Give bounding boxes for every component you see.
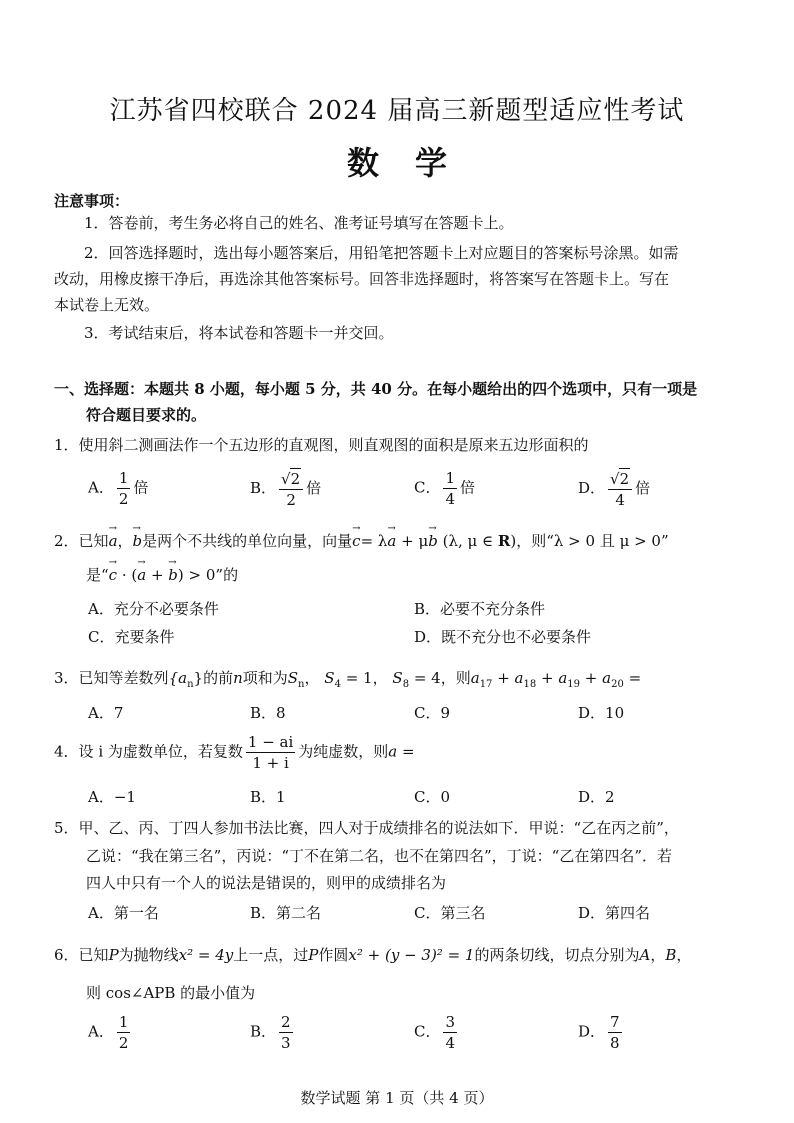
vector-a: → a [137, 562, 146, 588]
q3-text: ， [372, 669, 388, 687]
q2-condition: λ > 0 且 μ > 0 [553, 532, 661, 550]
q4-option-d: D．2 [578, 788, 615, 806]
q3-S8: S [392, 669, 403, 687]
q1-option-c [414, 468, 475, 509]
vector-c: → c [109, 562, 117, 588]
q6-b-numerator: 2 [281, 1013, 291, 1031]
q3-option-c: C．9 [414, 704, 451, 722]
q3-a-term: a [558, 669, 568, 687]
q3-text: 已知等差数列 [78, 669, 169, 687]
q3-seq: {a [168, 669, 188, 687]
q6-option-b-fraction [279, 1012, 293, 1053]
q5-option-a: A．第一名 [88, 904, 159, 922]
q6-option-a-fraction [117, 1012, 131, 1053]
vector-b: → b [168, 562, 178, 588]
q3-S8-value: = 4 [409, 669, 441, 687]
q3-eq: = [623, 669, 642, 687]
vector-b: → b [428, 528, 438, 554]
q2-text: 是两个不共线的单位向量，向量 [142, 532, 353, 550]
q3-plus: + [536, 669, 559, 687]
subject-title: 数学 [346, 144, 483, 182]
q1-option-d [578, 468, 650, 510]
q3-S4-sub: 4 [334, 679, 341, 690]
q6-c-denominator: 4 [445, 1034, 456, 1052]
q6-c-numerator: 3 [445, 1013, 456, 1031]
q3-S-sub: n [298, 679, 305, 690]
q2-text: )，则“ [510, 532, 554, 550]
q2-text: ”的 [215, 566, 239, 584]
q6-a-denominator: 2 [118, 1034, 129, 1052]
q6-point-A: A [639, 946, 651, 964]
q3-a19-sub: 19 [567, 679, 581, 690]
q1-option-c-fraction [443, 468, 457, 509]
q2-text: ” [660, 532, 669, 550]
q1-option-b [250, 468, 321, 510]
q1-option-a-unit: 倍 [133, 478, 149, 497]
notice-item-3: 3．考试结束后，将本试卷和答题卡一并交回。 [84, 324, 394, 342]
q3-a18-sub: 18 [523, 679, 537, 690]
q3-option-b: B．8 [250, 704, 286, 722]
question-5-line2: 乙说：“我在第三名”，丙说：“丁不在第二名，也不在第四名”，丁说：“乙在第四名”．若 [86, 847, 673, 865]
q1-option-b-unit: 倍 [306, 479, 322, 497]
q2-text: 是“ [86, 566, 109, 584]
q3-seq-close: } [193, 669, 204, 687]
q3-S4-value: = 1 [340, 669, 373, 687]
q2-expr: ) > 0 [177, 566, 216, 584]
q1-c-denominator: 4 [445, 490, 456, 508]
q1-option-c-label: C． [414, 478, 441, 497]
q1-d-numerator [608, 468, 632, 490]
q6-text: 作圆 [318, 946, 349, 964]
sqrt-symbol: √2 [281, 470, 301, 488]
q6-option-b [250, 1012, 296, 1053]
exam-title: 江苏省四校联合 2024 届高三新题型适应性考试 [109, 96, 685, 126]
q3-n: n [233, 669, 243, 687]
q6-option-d-fraction [608, 1012, 622, 1053]
q1-b-radicand: 2 [290, 470, 301, 488]
q6-d-denominator: 8 [610, 1034, 620, 1052]
q3-text: 项和为 [242, 669, 288, 687]
notice-heading: 注意事项： [54, 192, 130, 210]
q1-d-denominator: 4 [615, 491, 625, 509]
q6-option-c-fraction [443, 1012, 457, 1053]
question-6-stem [54, 942, 754, 968]
q2-option-a: A．充分不必要条件 [88, 600, 219, 618]
q3-a-term: a [470, 669, 480, 687]
q6-d-numerator: 7 [610, 1013, 620, 1031]
q3-a-term: a [514, 669, 524, 687]
q1-option-a-fraction [117, 468, 131, 509]
q3-S: S [287, 669, 299, 687]
notice-item-2-line2: 改动，用橡皮擦干净后，再选涂其他答案标号。回答非选择题时，将答案写在答题卡上。写在 [54, 270, 670, 288]
q6-option-d [578, 1012, 625, 1053]
sqrt-symbol: √2 [610, 470, 630, 488]
q4-number: 4． [54, 742, 79, 761]
question-3-stem [54, 665, 754, 698]
real-set-symbol: R [497, 532, 511, 550]
q2-expr: (λ, μ ∈ [437, 532, 498, 550]
q1-option-d-unit: 倍 [635, 479, 651, 497]
section-heading-line2: 符合题目要求的。 [86, 406, 207, 424]
q2-number: 2． [54, 532, 79, 550]
q4-variable: a [388, 742, 398, 761]
q6-option-d-label: D． [578, 1022, 606, 1041]
q1-a-numerator: 1 [118, 469, 129, 487]
q1-option-b-fraction [279, 468, 303, 510]
notice-item-2-line1: 2．回答选择题时，选出每小题答案后，用铅笔把答题卡上对应题目的答案标号涂黑。如需 [84, 244, 679, 262]
q3-option-d: D．10 [578, 704, 625, 722]
q1-c-numerator: 1 [445, 469, 456, 487]
q4-denominator: 1 + i [252, 754, 289, 772]
q4-option-c: C．0 [414, 788, 451, 806]
q6-option-c-label: C． [414, 1022, 441, 1041]
q1-b-denominator: 2 [286, 491, 296, 509]
q6-point-P: P [308, 946, 319, 964]
q2-text: ， [117, 532, 133, 550]
q3-plus: + [580, 669, 603, 687]
q2-expr: + μ [396, 532, 429, 550]
q6-text: 已知 [78, 946, 109, 964]
vector-c: → c [352, 528, 360, 554]
vector-a: → a [109, 528, 118, 554]
q4-numerator: 1 − ai [247, 733, 294, 751]
vector-b: → b [133, 528, 143, 554]
q1-b-numerator [279, 468, 303, 490]
q2-option-d: D．既不充分也不必要条件 [414, 628, 592, 646]
question-2-stem [54, 528, 754, 554]
q5-option-c: C．第三名 [414, 904, 486, 922]
q6-point-B: B [665, 946, 677, 964]
q2-expr: · ( [117, 566, 138, 584]
q3-plus: + [492, 669, 515, 687]
q1-option-a-label: A． [88, 478, 114, 497]
q6-b-denominator: 3 [281, 1034, 291, 1052]
q1-option-d-label: D． [578, 479, 606, 497]
question-6-line2: 则 cos∠APB 的最小值为 [86, 984, 256, 1002]
q6-circle: x² + (y − 3)² = 1 [348, 946, 475, 964]
q2-option-b: B．必要不充分条件 [414, 600, 546, 618]
q6-option-b-label: B． [250, 1022, 277, 1041]
q5-option-b: B．第二名 [250, 904, 322, 922]
q6-option-a-label: A． [88, 1022, 114, 1041]
q2-expr: = λ [360, 532, 388, 550]
q3-a-term: a [602, 669, 612, 687]
question-4-stem [54, 732, 754, 773]
q2-expr: + [146, 566, 169, 584]
section-heading-line1: 一、选择题：本题共 8 小题，每小题 5 分，共 40 分。在每小题给出的四个选项中，只有一项是 [54, 380, 698, 398]
q6-option-c [414, 1012, 460, 1053]
q6-text: 为抛物线 [118, 946, 179, 964]
q3-option-a: A．7 [88, 704, 124, 722]
q3-S8-sub: 8 [402, 679, 410, 690]
q3-a20-sub: 20 [611, 679, 624, 690]
q1-d-radicand: 2 [619, 470, 630, 488]
vector-a: → a [387, 528, 396, 554]
q6-text: ， [676, 946, 692, 964]
q6-text: ， [650, 946, 666, 964]
q2-text: 已知 [78, 532, 109, 550]
q4-option-a: A．−1 [88, 788, 136, 806]
q3-seq-sub: n [187, 679, 194, 690]
question-2-line2 [54, 562, 754, 588]
q1-option-d-fraction [608, 468, 632, 510]
q4-eq: = [397, 742, 415, 761]
question-5-line1: 5．甲、乙、丙、丁四人参加书法比赛，四人对于成绩排名的说法如下．甲说：“乙在丙之前”， [54, 819, 679, 837]
q1-option-c-unit: 倍 [460, 478, 476, 497]
section-heading [54, 376, 754, 428]
question-1-stem: 1．使用斜二测画法作一个五边形的直观图，则直观图的面积是原来五边形面积的 [54, 436, 589, 454]
q3-a17-sub: 17 [479, 679, 493, 690]
q6-option-a [88, 1012, 133, 1053]
q4-text: 为纯虚数，则 [298, 742, 389, 761]
q6-number: 6． [54, 946, 79, 964]
q4-fraction [246, 732, 295, 773]
q6-text: 上一点，过 [233, 946, 309, 964]
q4-text: 设 i 为虚数单位，若复数 [78, 742, 243, 761]
q3-S4: S [324, 669, 335, 687]
q4-option-b: B．1 [250, 788, 286, 806]
page-footer: 数学试题 第 1 页（共 4 页） [300, 1089, 494, 1107]
question-5-line3: 四人中只有一个人的说法是错误的，则甲的成绩排名为 [86, 874, 447, 892]
q2-option-c: C．充要条件 [88, 628, 175, 646]
q3-text: ，则 [440, 669, 471, 687]
q5-option-d: D．第四名 [578, 904, 651, 922]
q1-option-b-label: B． [250, 479, 277, 497]
notice-item-2-line3: 本试卷上无效。 [54, 296, 160, 314]
q3-text: ， [304, 669, 320, 687]
q1-a-denominator: 2 [118, 490, 129, 508]
q6-point-P: P [108, 946, 119, 964]
q1-option-a [88, 468, 148, 509]
q6-parabola: x² = 4y [178, 946, 234, 964]
q6-a-numerator: 1 [118, 1013, 129, 1031]
notice-item-1: 1．答卷前，考生务必将自己的姓名、准考证号填写在答题卡上。 [84, 214, 514, 232]
q6-text: 的两条切线，切点分别为 [474, 946, 640, 964]
q3-text: 的前 [203, 669, 234, 687]
q3-number: 3． [54, 669, 79, 687]
